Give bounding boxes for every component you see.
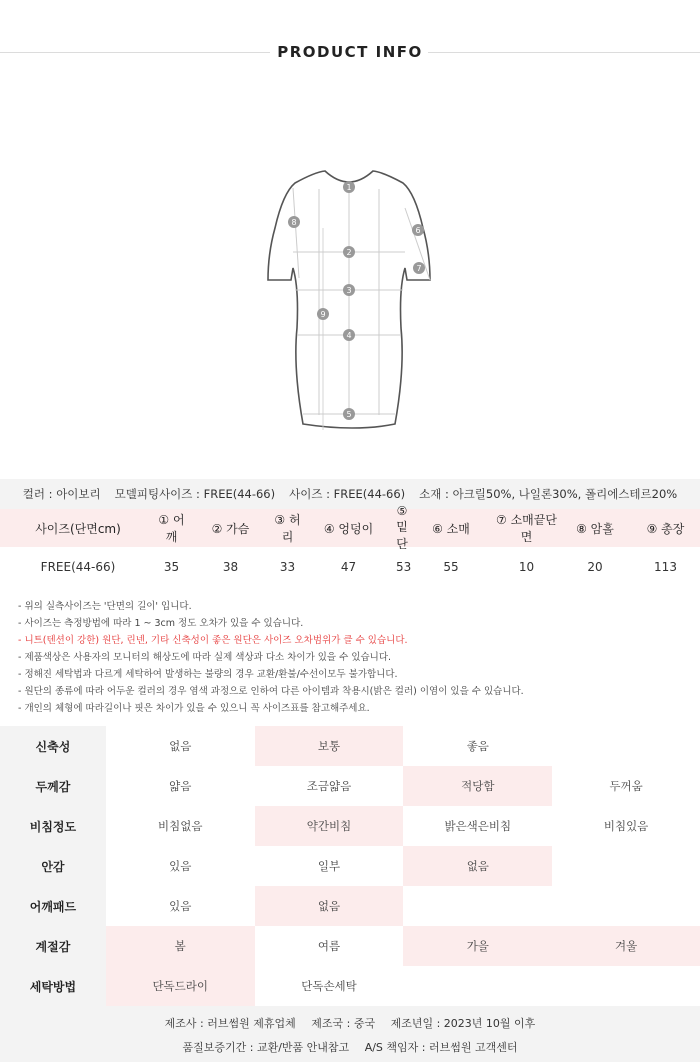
marker-label-5: 5 (346, 410, 352, 419)
size-cell: 47 (340, 560, 357, 574)
property-row (0, 966, 700, 1006)
size-header-cell: ③ 허리 (274, 513, 301, 544)
note-line: - 제품색상은 사용자의 모니터의 해상도에 따라 실제 색상과 다소 차이가 있을 수 있습니다. (18, 652, 392, 663)
section-header (0, 38, 700, 68)
color-info: 컬러 : 아이보리 (22, 487, 101, 501)
size-header-cell: ④ 엉덩이 (323, 521, 374, 536)
size-cell: 35 (163, 560, 180, 574)
size-cell: 10 (518, 560, 535, 574)
property-row (0, 766, 700, 806)
property-value: 없음 (169, 739, 192, 753)
property-value-selected: 없음 (403, 846, 552, 886)
property-label: 비침정도 (0, 806, 106, 846)
property-label: 두께감 (0, 766, 106, 806)
size-header-cell: ⑧ 암홀 (576, 521, 614, 536)
property-value (552, 886, 700, 926)
size-cell: 53 (396, 560, 412, 574)
marker-label-3: 3 (346, 286, 352, 295)
property-value-selected: 가을 (403, 926, 552, 966)
property-row (0, 806, 700, 846)
material-info: 소재 : 아크릴50%, 나일론30%, 폴리에스테르20% (419, 487, 678, 501)
property-value (552, 966, 700, 1006)
size-table (0, 504, 700, 587)
marker-label-9: 9 (320, 310, 326, 319)
property-value-selected: 보통 (255, 726, 404, 766)
property-value: 얇음 (169, 779, 192, 793)
property-label: 어깨패드 (0, 886, 106, 926)
country-info: 제조국 : 중국 (311, 1017, 376, 1030)
property-label: 계절감 (0, 926, 106, 966)
size-cell: 113 (654, 560, 677, 574)
property-value-selected: 약간비침 (255, 806, 404, 846)
size-header-cell: ⑨ 총장 (646, 521, 685, 536)
property-value-selected: 단독드라이 (106, 966, 255, 1006)
property-grid (0, 726, 700, 1006)
date-info: 제조년일 : 2023년 10월 이후 (390, 1017, 536, 1030)
property-label: 안감 (0, 846, 106, 886)
property-value (552, 726, 700, 766)
property-value: 밝은색은비침 (444, 819, 512, 833)
size-header-cell: 사이즈(단면cm) (35, 521, 121, 536)
property-value-selected: 적당함 (403, 766, 552, 806)
property-label: 신축성 (0, 726, 106, 766)
size-cell: 33 (279, 560, 296, 574)
page-title: PRODUCT INFO (277, 43, 423, 61)
size-header-cell: ② 가슴 (211, 521, 250, 536)
warranty-info: 품질보증기간 : 교환/반품 안내참고 (182, 1041, 350, 1054)
property-value-selected: 겨울 (552, 926, 700, 966)
marker-label-2: 2 (346, 248, 352, 257)
maker-info: 제조사 : 러브썸원 제휴업체 (164, 1017, 296, 1030)
marker-label-1: 1 (346, 183, 352, 192)
product-info-row (0, 479, 700, 509)
marker-label-4: 4 (346, 331, 352, 340)
property-value-selected: 없음 (255, 886, 404, 926)
property-value: 있음 (169, 859, 192, 873)
property-value: 일부 (317, 859, 341, 873)
property-value: 여름 (317, 939, 341, 953)
size-cell: 55 (443, 560, 459, 574)
property-label: 세탁방법 (0, 966, 106, 1006)
property-value: 두꺼움 (609, 779, 643, 793)
size-header-cell: ⑤ 밑단 (396, 504, 408, 551)
note-line: - 사이즈는 측정방법에 따라 1 ~ 3cm 정도 오차가 있을 수 있습니다. (18, 618, 304, 629)
note-line: - 정해진 세탁법과 다르게 세탁하여 발생하는 불량의 경우 교환/환불/수선이모두 불가합니다. (18, 669, 398, 680)
footer-line-2 (0, 1039, 700, 1055)
property-value: 조금얇음 (306, 779, 352, 793)
as-info: A/S 책임자 : 러브썸원 고객센터 (364, 1041, 518, 1054)
size-header-cell: ① 어깨 (158, 513, 185, 544)
property-row (0, 886, 700, 926)
property-value: 있음 (169, 899, 192, 913)
property-value: 비침없음 (158, 819, 203, 833)
property-value (552, 846, 700, 886)
size-cell: 38 (222, 560, 239, 574)
property-value (403, 966, 552, 1006)
size-table-row (0, 547, 700, 587)
property-value: 비침있음 (603, 819, 649, 833)
property-row (0, 846, 700, 886)
size-table-header (0, 504, 700, 551)
size-info: 사이즈 : FREE(44-66) (289, 487, 406, 501)
property-row (0, 926, 700, 966)
size-cell: FREE(44-66) (40, 560, 116, 574)
footer-line-1 (0, 1015, 700, 1031)
marker-label-6: 6 (415, 226, 421, 235)
note-line-warning: - 니트(텐션이 강한) 원단, 린넨, 기타 신축성이 좋은 원단은 사이즈 오차범위가 클 수 있습니다. (18, 635, 408, 646)
note-line: - 개인의 체형에 따라길이나 핏은 차이가 있을 수 있으니 꼭 사이즈표를 참고해주세요. (18, 703, 370, 714)
property-value-selected: 봄 (106, 926, 255, 966)
model-size-info: 모델피팅사이즈 : FREE(44-66) (114, 487, 276, 501)
manufacturer-footer (0, 1006, 700, 1062)
property-value (403, 886, 552, 926)
size-notes (18, 598, 524, 717)
marker-label-7: 7 (416, 264, 422, 273)
dress-measurement-diagram (255, 168, 445, 430)
property-row (0, 726, 700, 766)
marker-label-8: 8 (291, 218, 297, 227)
property-value: 단독손세탁 (301, 979, 357, 993)
size-header-cell: ⑥ 소매 (432, 521, 470, 536)
size-header-cell: ⑦ 소매끝단면 (496, 513, 557, 544)
size-cell: 20 (587, 560, 603, 574)
property-value: 좋음 (466, 739, 489, 753)
note-line: - 위의 실측사이즈는 '단면의 길이' 입니다. (18, 601, 192, 612)
header-divider-right (428, 52, 700, 53)
note-line: - 원단의 종류에 따라 어두운 컬러의 경우 염색 과정으로 인하여 다른 아이템과 착용시(밝은 컬러) 이염이 있을 수 있습니다. (18, 686, 524, 697)
